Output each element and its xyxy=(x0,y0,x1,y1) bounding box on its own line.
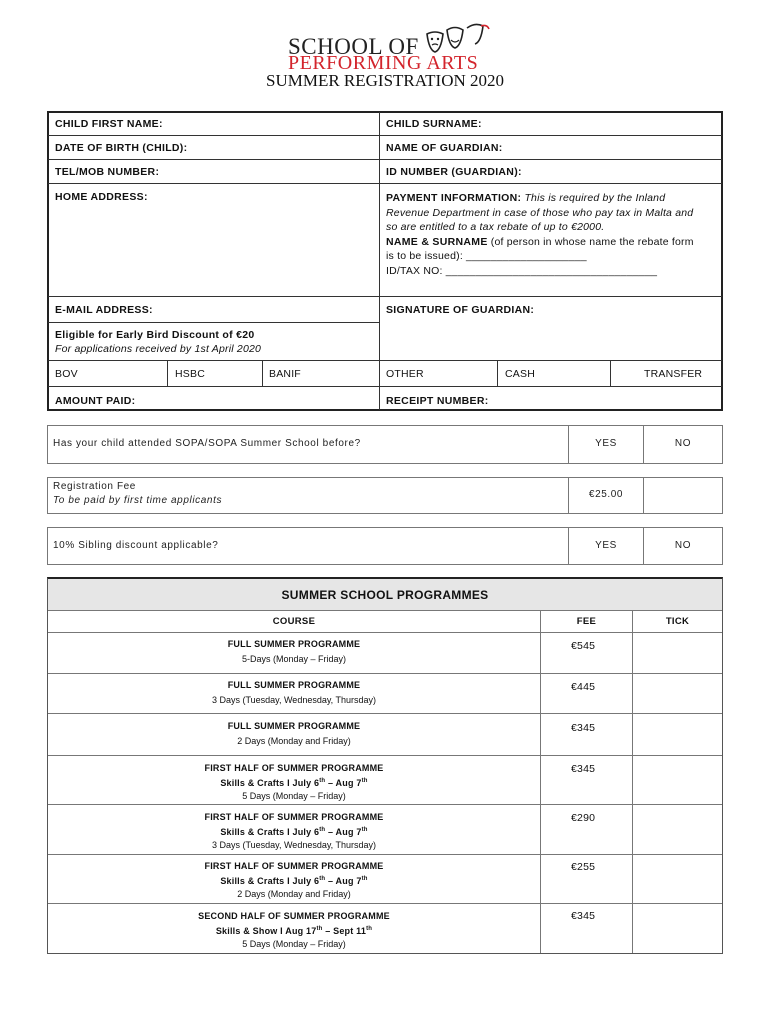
payment-note-2: Revenue Department in case of those who pay tax in Malta and xyxy=(386,206,694,219)
programme-dates: Skills & Crafts I July 6th – Aug 7th xyxy=(220,827,368,837)
guardian-name-label: NAME OF GUARDIAN: xyxy=(386,142,503,154)
programme-name: FIRST HALF OF SUMMER PROGRAMME xyxy=(204,861,384,871)
payment-note-1: This is required by the Inland xyxy=(524,192,666,204)
amount-paid-label: AMOUNT PAID: xyxy=(55,395,136,407)
programme-tick-box[interactable] xyxy=(634,675,721,712)
rebate-note-2: is to be issued): ____________________ xyxy=(386,250,587,262)
payment-cash[interactable]: CASH xyxy=(505,368,535,380)
id-tax-line: ID/TAX NO: ___________________________________ xyxy=(386,264,658,277)
child-first-name-label: CHILD FIRST NAME: xyxy=(55,118,163,130)
programme-fee: €545 xyxy=(571,640,596,652)
attended-no-option[interactable]: NO xyxy=(674,438,692,449)
bank-banif[interactable]: BANIF xyxy=(269,368,301,380)
programmes-title: SUMMER SCHOOL PROGRAMMES xyxy=(48,579,722,610)
attended-yes-option[interactable]: YES xyxy=(595,438,617,449)
column-tick: TICK xyxy=(665,616,690,627)
programme-tick-box[interactable] xyxy=(634,634,721,672)
payment-transfer[interactable]: TRANSFER xyxy=(644,368,703,380)
rebate-note-1: (of person in whose name the rebate form xyxy=(490,235,694,248)
programme-name: FULL SUMMER PROGRAMME xyxy=(227,680,361,690)
programme-row xyxy=(48,811,540,852)
payment-other[interactable]: OTHER xyxy=(386,368,424,380)
programme-days: 3 Days (Tuesday, Wednesday, Thursday) xyxy=(211,695,377,705)
sibling-yes-option[interactable]: YES xyxy=(595,540,617,551)
programme-name: FIRST HALF OF SUMMER PROGRAMME xyxy=(204,763,384,773)
programme-tick-box[interactable] xyxy=(634,715,721,754)
receipt-number-label: RECEIPT NUMBER: xyxy=(386,395,489,407)
dob-child-label: DATE OF BIRTH (CHILD): xyxy=(55,142,188,154)
payment-label: PAYMENT INFORMATION: xyxy=(386,192,522,204)
programme-tick-box[interactable] xyxy=(634,806,721,853)
signature-label: SIGNATURE OF GUARDIAN: xyxy=(386,304,535,316)
payment-information xyxy=(386,191,721,278)
programme-row xyxy=(48,639,540,664)
theatre-masks-icon xyxy=(423,20,493,56)
child-first-name-field[interactable] xyxy=(200,114,375,134)
dob-child-field[interactable] xyxy=(210,138,375,158)
guardian-name-field[interactable] xyxy=(520,138,718,158)
email-field[interactable] xyxy=(170,300,375,318)
tel-label: TEL/MOB NUMBER: xyxy=(55,166,160,178)
programme-dates: Skills & Crafts I July 6th – Aug 7th xyxy=(220,876,368,886)
programme-days: 2 Days (Monday and Friday) xyxy=(237,736,351,746)
early-bird-label: Eligible for Early Bird Discount of €20 xyxy=(55,329,255,341)
programme-dates: Skills & Show I Aug 17th – Sept 11th xyxy=(215,926,373,936)
programme-tick-box[interactable] xyxy=(634,856,721,902)
registration-fee-note: To be paid by first time applicants xyxy=(53,495,223,506)
programme-row xyxy=(48,762,540,803)
programme-name: FULL SUMMER PROGRAMME xyxy=(227,721,361,731)
child-surname-label: CHILD SURNAME: xyxy=(386,118,482,130)
programme-days: 5 Days (Monday – Friday) xyxy=(242,791,346,801)
column-fee: FEE xyxy=(576,616,597,627)
programme-row xyxy=(48,860,540,901)
programme-fee: €290 xyxy=(571,812,596,824)
logo-school-of: SCHOOL OF xyxy=(288,34,419,59)
home-address-label: HOME ADDRESS: xyxy=(55,191,148,203)
programme-fee: €255 xyxy=(571,861,596,873)
page-title: SUMMER REGISTRATION 2020 xyxy=(265,71,505,90)
programme-days: 3 Days (Tuesday, Wednesday, Thursday) xyxy=(211,840,377,850)
programme-tick-box[interactable] xyxy=(634,757,721,803)
column-course: COURSE xyxy=(272,616,316,627)
programme-name: SECOND HALF OF SUMMER PROGRAMME xyxy=(198,911,390,921)
logo-performing-arts: PERFORMING ARTS xyxy=(288,52,479,74)
programme-fee: €345 xyxy=(571,910,596,922)
programme-days: 5 Days (Monday – Friday) xyxy=(242,939,346,949)
signature-field[interactable] xyxy=(386,320,716,356)
programme-days: 2 Days (Monday and Friday) xyxy=(237,889,351,899)
programme-fee: €345 xyxy=(571,763,596,775)
programme-row xyxy=(48,721,540,746)
attended-before-question: Has your child attended SOPA/SOPA Summer School before? xyxy=(53,438,361,449)
bank-hsbc[interactable]: HSBC xyxy=(175,368,205,380)
programme-fee: €445 xyxy=(571,681,596,693)
registration-fee-tick[interactable] xyxy=(645,479,721,512)
receipt-number-field[interactable] xyxy=(500,390,718,408)
payment-note-3: so are entitled to a tax rebate of up to €2000. xyxy=(386,221,605,233)
child-surname-field[interactable] xyxy=(500,114,718,134)
programme-dates: Skills & Crafts I July 6th – Aug 7th xyxy=(220,778,368,788)
guardian-id-label: ID NUMBER (GUARDIAN): xyxy=(386,166,522,178)
registration-fee-label: Registration Fee xyxy=(53,481,136,492)
programme-row xyxy=(48,910,540,951)
rebate-label: NAME & SURNAME xyxy=(386,235,488,248)
registration-fee-amount: €25.00 xyxy=(588,489,624,500)
programme-name: FULL SUMMER PROGRAMME xyxy=(227,639,361,649)
email-label: E-MAIL ADDRESS: xyxy=(55,304,153,316)
programme-days: 5-Days (Monday – Friday) xyxy=(241,654,347,664)
guardian-id-field[interactable] xyxy=(540,162,718,182)
programme-tick-box[interactable] xyxy=(634,905,721,952)
bank-bov[interactable]: BOV xyxy=(55,368,78,380)
programme-name: FIRST HALF OF SUMMER PROGRAMME xyxy=(204,812,384,822)
sibling-discount-question: 10% Sibling discount applicable? xyxy=(53,540,219,551)
home-address-field[interactable] xyxy=(52,206,374,292)
tel-field[interactable] xyxy=(180,162,375,182)
programme-fee: €345 xyxy=(571,722,596,734)
amount-paid-field[interactable] xyxy=(150,390,375,408)
sibling-no-option[interactable]: NO xyxy=(674,540,692,551)
programme-row xyxy=(48,680,540,705)
early-bird-note: For applications received by 1st April 2020 xyxy=(55,343,262,355)
